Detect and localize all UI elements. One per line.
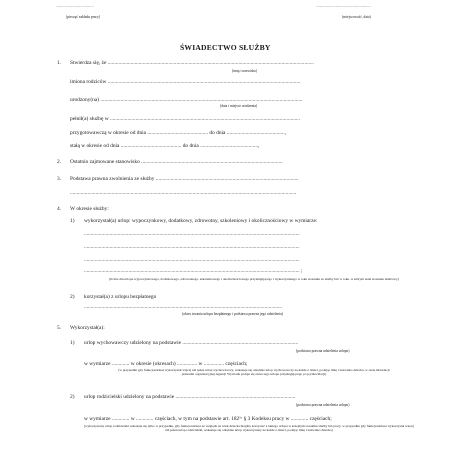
section-1-number: 1.	[57, 60, 62, 66]
section-2-number: 2.	[57, 159, 62, 165]
s1-caption-name: (imię i nazwisko)	[232, 69, 258, 73]
s3-line-basis: Podstawa prawna zwolnienia ze służby ..........................................................................................................	[70, 176, 299, 182]
s4-item-1-dots-b: ................................................................................................................................................................	[84, 244, 300, 250]
section-5-number: 5.	[57, 325, 62, 331]
s1-line-prep: przygotowawczą w okresie od dnia ............................................. do dnia ...........................................,	[70, 130, 287, 136]
s4-item-1-dots-d: ................................................................................................................................................................ ;	[84, 268, 303, 274]
s4-item-1-text: wykorzystał(a) urlop: wypoczynkowy, dodatkowy, zdrowotny, szkoleniowy i okolicznościowy w wymiarze:	[84, 218, 318, 224]
s5-item-1-amount: w wymiarze ............. w okresie (okresach) ............... w ............... częściach;	[84, 361, 248, 367]
s4-item-2-dots: ...................................................................................................................................................	[84, 304, 283, 310]
s4-item-1-dots-a: ................................................................................................................................................................	[84, 231, 300, 237]
s1-line-permanent: stałą w okresie od dnia ............................................. do dnia ...........................................,	[70, 143, 260, 149]
s4-item-2-text: korzystał(a) z urlopu bezpłatnego	[84, 294, 157, 300]
s5-item-2-number: 2)	[70, 394, 75, 400]
s5-item-2-amount: w wymiarze ............. w ............. częściach, w tym na podstawie art. 182¹ᶜ § 3 Kodeksu pracy w ............. częściach;	[84, 416, 332, 422]
s4-item-2-caption: (okres trwania urlopu bezpłatnego i podstawa prawna jego udzielenia)	[182, 312, 283, 316]
s4-item-1-number: 1)	[70, 218, 75, 224]
s2-line-position: Ostatnio zajmowane stanowisko .........................................................................................................	[70, 159, 283, 165]
s1-line-parents: imiona rodziców ...............................................................................................................................................	[70, 79, 301, 85]
place-caption: (miejscowość, data)	[342, 15, 371, 19]
s1-line-born: urodzony(na) ......................................................................................................................................................	[70, 97, 303, 103]
s5-item-1-caption: (podstawa prawna udzielenia urlopu)	[296, 349, 350, 353]
s5-item-2-caption: (podstawa prawna udzielenia urlopu)	[296, 403, 350, 407]
stamp-caption: (pieczęć zakładu pracy)	[66, 15, 101, 19]
s4-item-2-number: 2)	[70, 294, 75, 300]
s1-line-name: Stwierdza się, że .........................................................................................................................................................	[70, 60, 314, 66]
stamp-dots: ..........................................	[56, 4, 94, 8]
s1-caption-born: (data i miejsce urodzenia)	[220, 104, 258, 108]
document-title: ŚWIADECTWO SŁUŻBY	[180, 43, 271, 52]
s5-item-2-note: (wykorzystany urlop rodzicielski wskazuje się tylko w przypadku, gdy funkcjonariusz ze względu na wiek dziecka mógłby korzystać z takiego urlopu w kolejnym stosunku służby lub pracy, w przypadku gdy funkcjonariusz wykorzystał więcej niż jeden urlop rodzicielski, wskazuje się odrębnie urlop wykorzystany na każde z dzieci, podając imię i nazwisko dziecka)	[84, 424, 414, 433]
s1-line-service: pełnił(a) służbę w .............................................................................................................................................	[70, 116, 300, 122]
s4-item-1-dots-c: ................................................................................................................................................................	[84, 257, 300, 263]
s5-item-1-number: 1)	[70, 340, 75, 346]
s4-item-1-caption: (liczba dni urlopu wypoczynkowego, dodatkowego, zdrowotnego, szkoleniowego i okolicznościowego przysługującego i wykorzystanego w toku stosunku ze służby lub w roku, w którym ustał stosunek służbowy)	[109, 277, 399, 281]
s5-item-2-text: urlop rodzicielski udzielony na podstawie .........................................................................................	[84, 394, 296, 400]
s5-item-1-text: urlop wychowawczy udzielony na podstawie ......................................................................................	[84, 340, 299, 346]
section-3-number: 3.	[57, 176, 62, 182]
s3-line-basis-cont: ........................................................................................................................................................................	[70, 190, 297, 196]
s5-heading: Wykorzystał(a):	[70, 325, 105, 331]
s5-item-1-note: (w przypadku gdy funkcjonariusz wykorzystał więcej niż jeden urlop wychowawczy, wskazuje się odrębnie urlop wychowawczy na każde z dzieci, podając imię i nazwisko dziecka, w razie likwidacji jednostki organizacyjnej Agencji Wywiadu podaje się okres tego urlopu przysługującego po jej likwidacji)	[118, 368, 390, 377]
s4-heading: W okresie służby:	[70, 206, 109, 212]
section-4-number: 4.	[57, 206, 62, 212]
place-dots: .............................................................	[316, 4, 371, 8]
